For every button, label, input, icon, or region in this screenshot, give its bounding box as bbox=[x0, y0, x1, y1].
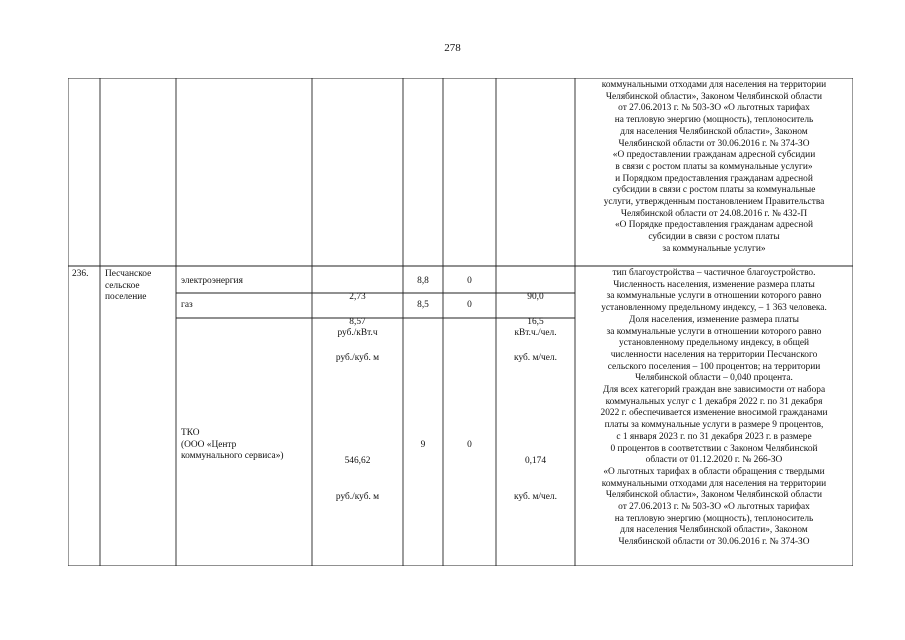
index-gas: 8,5 bbox=[417, 300, 429, 310]
tariff-tko bbox=[312, 433, 403, 527]
text-line: установленному предельному индексу, в общей bbox=[618, 338, 810, 349]
zero-electricity: 0 bbox=[467, 276, 472, 286]
text-line: тип благоустройства – частичное благоустройство. bbox=[612, 268, 816, 278]
text-line: для населения Челябинской области», Законом bbox=[620, 525, 808, 536]
text-line: субсидии в связи с ростом платы за коммунальные bbox=[612, 185, 816, 196]
tariff-value: 8,57 bbox=[349, 317, 366, 328]
norm-value: 0,174 bbox=[524, 456, 547, 467]
text-line: «О Порядке предоставления гражданам адресной bbox=[614, 220, 814, 231]
text-line: коммунальными отходами для населения на территории bbox=[601, 478, 827, 489]
text-line: коммунальных услуг с 1 декабря 2022 г. по 31 декабря bbox=[605, 396, 823, 407]
service-name-line: коммунального сервиса») bbox=[181, 451, 284, 462]
index-tko: 9 bbox=[420, 440, 426, 450]
municipality-name bbox=[105, 269, 175, 304]
municipality-line: поселение bbox=[105, 292, 147, 303]
text-line: услуги, утвержденным постановлением Правительства bbox=[603, 197, 825, 208]
municipality-line: сельское bbox=[105, 280, 140, 291]
text-line: Челябинской области от 30.06.2016 г. № 374-ЗО bbox=[618, 138, 810, 149]
tariff-gas bbox=[312, 294, 403, 388]
text-line: области от 01.12.2020 г. № 266-ЗО bbox=[645, 455, 783, 466]
text-line: «О предоставлении гражданам адресной субсидии bbox=[612, 150, 816, 161]
text-line: Челябинской области», Законом Челябинской области bbox=[605, 490, 823, 501]
text-line: платы за коммунальные услуги в размере 9 процентов, bbox=[604, 420, 824, 431]
text-line: за коммунальные услуги» bbox=[662, 243, 766, 254]
text-line: сельского поселения – 100 процентов; на территории bbox=[607, 361, 821, 372]
text-line: от 27.06.2013 г. № 503-ЗО «О льготных тарифах bbox=[618, 103, 810, 114]
norm-unit: куб. м/чел. bbox=[514, 491, 557, 502]
service-name-tko bbox=[181, 428, 311, 463]
tariff-unit: руб./куб. м bbox=[335, 352, 380, 363]
norm-unit: куб. м/чел. bbox=[514, 352, 557, 363]
norm-unit: кВт.ч./чел. bbox=[514, 327, 557, 338]
text-line: «О льготных тарифах в области обращения с твердыми bbox=[603, 466, 825, 477]
tariff-table bbox=[68, 78, 853, 566]
text-line: за коммунальные услуги в отношении которого равно bbox=[606, 291, 822, 302]
page-number: 278 bbox=[444, 42, 461, 54]
service-name-gas: газ bbox=[181, 300, 193, 310]
text-line: Для всех категорий граждан вне зависимости от набора bbox=[602, 385, 826, 396]
tariff-unit: руб./кВт.ч bbox=[337, 327, 378, 338]
norm-tko bbox=[496, 433, 575, 527]
zero-tko: 0 bbox=[467, 440, 472, 450]
tariff-value: 2,73 bbox=[349, 292, 366, 303]
text-line: на тепловую энергию (мощность), теплоноситель bbox=[614, 115, 814, 126]
municipality-line: Песчанское bbox=[105, 269, 152, 279]
entry-description-text bbox=[575, 268, 853, 549]
continuation-legal-text bbox=[575, 80, 853, 256]
text-line: в связи с ростом платы за коммунальные услуги» bbox=[615, 161, 813, 172]
norm-gas bbox=[496, 294, 575, 388]
text-line: с 1 января 2023 г. по 31 декабря 2023 г. в размере bbox=[616, 431, 812, 442]
text-line: субсидии в связи с ростом платы bbox=[648, 232, 780, 243]
text-line: коммунальными отходами для населения на территории bbox=[601, 80, 827, 90]
text-line: численности населения на территории Песчанского bbox=[610, 349, 818, 360]
text-line: на тепловую энергию (мощность), теплоноситель bbox=[614, 513, 814, 524]
text-line: 0 процентов в соответствии с Законом Челябинской bbox=[610, 443, 818, 454]
text-line: и Порядком предоставления гражданам адресной bbox=[615, 173, 813, 184]
index-electricity: 8,8 bbox=[417, 276, 429, 286]
service-name-electricity: электроэнергия bbox=[181, 276, 243, 286]
text-line: Челябинской области от 30.06.2016 г. № 374-ЗО bbox=[618, 537, 810, 548]
text-line: за коммунальные услуги в отношении которого равно bbox=[606, 326, 822, 337]
text-line: 2022 г. обеспечивается изменение вносимой гражданами bbox=[600, 408, 828, 419]
service-name-line: (ООО «Центр bbox=[181, 439, 237, 450]
norm-value: 16,5 bbox=[527, 317, 544, 328]
text-line: Доля населения, изменение размера платы bbox=[629, 314, 799, 325]
norm-value: 90,0 bbox=[527, 292, 544, 303]
text-line: Челябинской области – 0,040 процента. bbox=[635, 373, 793, 384]
tariff-value: 546,62 bbox=[344, 456, 371, 467]
text-line: установленному предельному индексу, – 1 363 человека. bbox=[601, 303, 827, 314]
text-line: для населения Челябинской области», Законом bbox=[620, 126, 808, 137]
tariff-unit: руб./куб. м bbox=[335, 491, 380, 502]
service-name-line: ТКО bbox=[181, 428, 200, 438]
text-line: Численность населения, изменение размера платы bbox=[613, 279, 815, 290]
zero-gas: 0 bbox=[467, 300, 472, 310]
text-line: от 27.06.2013 г. № 503-ЗО «О льготных тарифах bbox=[618, 502, 810, 513]
row-number: 236. bbox=[72, 269, 89, 279]
text-line: Челябинской области», Законом Челябинской области bbox=[605, 91, 823, 102]
text-line: Челябинской области от 24.08.2016 г. № 432-П bbox=[620, 208, 808, 219]
